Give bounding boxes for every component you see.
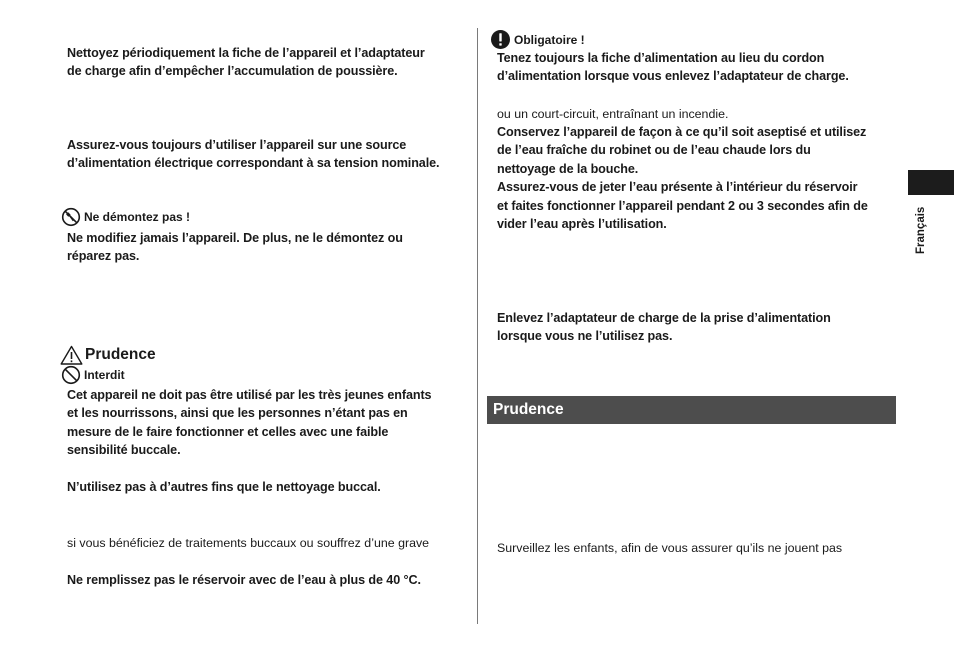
supervise-children-paragraph: Surveillez les enfants, afin de vous assurer qu’ils ne jouent pas bbox=[497, 541, 843, 555]
cleaning-paragraph: Nettoyez périodiquement la fiche de l’appareil et l’adaptateur de charge afin d’empêcher l’accumulation de poussière. bbox=[67, 46, 425, 79]
column-divider bbox=[477, 28, 478, 624]
caution-section-title: Prudence bbox=[493, 401, 564, 418]
caution-heading: Prudence bbox=[60, 345, 156, 365]
prohibited-icon bbox=[61, 365, 81, 385]
language-tab-marker bbox=[908, 170, 954, 195]
treatment-paragraph: si vous bénéficiez de traitements buccaux ou souffrez d’une grave bbox=[67, 536, 430, 550]
oral-cleaning-paragraph: N’utilisez pas à d’autres fins que le nettoyage buccal. bbox=[67, 480, 381, 494]
caution-section-bar bbox=[487, 396, 896, 424]
short-circuit-paragraph: ou un court-circuit, entraînant un incendie. bbox=[497, 107, 729, 121]
prohibited-heading: Interdit bbox=[61, 365, 125, 385]
no-disassembly-icon bbox=[61, 207, 81, 227]
disassemble-heading: Ne démontez pas ! bbox=[61, 207, 190, 227]
plug-handling-paragraph: Tenez toujours la fiche d’alimentation au lieu du cordon d’alimentation lorsque vous enlevez l’adaptateur de charge. bbox=[497, 51, 849, 84]
children-paragraph: Cet appareil ne doit pas être utilisé par les très jeunes enfants et les nourrissons, ainsi que les personnes n’étant pas en mesure de le faire fonctionner et celles avec une faible sensibilité buccale. bbox=[67, 388, 432, 458]
unplug-paragraph: Enlevez l’adaptateur de charge de la prise d’alimentation lorsque vous ne l’utilisez pas. bbox=[497, 311, 831, 344]
hygiene-paragraph: Conservez l’appareil de façon à ce qu’il soit aseptisé et utilisez de l’eau fraîche du robinet ou de l’eau chaude lors du nettoyage de la bouche. Assurez-vous de jeter l’eau présente à l’intérieur du réservoir et faites fonctionner l’appareil pendant 2 ou 3 secondes afin de vider l’eau après l’utilisation. bbox=[497, 125, 868, 232]
mandatory-heading: Obligatoire ! bbox=[490, 29, 585, 50]
language-label: Français bbox=[915, 206, 927, 254]
warning-triangle-icon bbox=[60, 345, 83, 365]
voltage-paragraph: Assurez-vous toujours d’utiliser l’appareil sur une source d’alimentation électrique correspondant à sa tension nominale. bbox=[67, 138, 440, 171]
mandatory-icon bbox=[490, 29, 511, 50]
water-temperature-paragraph: Ne remplissez pas le réservoir avec de l’eau à plus de 40 °C. bbox=[67, 573, 421, 587]
no-modify-paragraph: Ne modifiez jamais l’appareil. De plus, ne le démontez ou réparez pas. bbox=[67, 231, 403, 264]
